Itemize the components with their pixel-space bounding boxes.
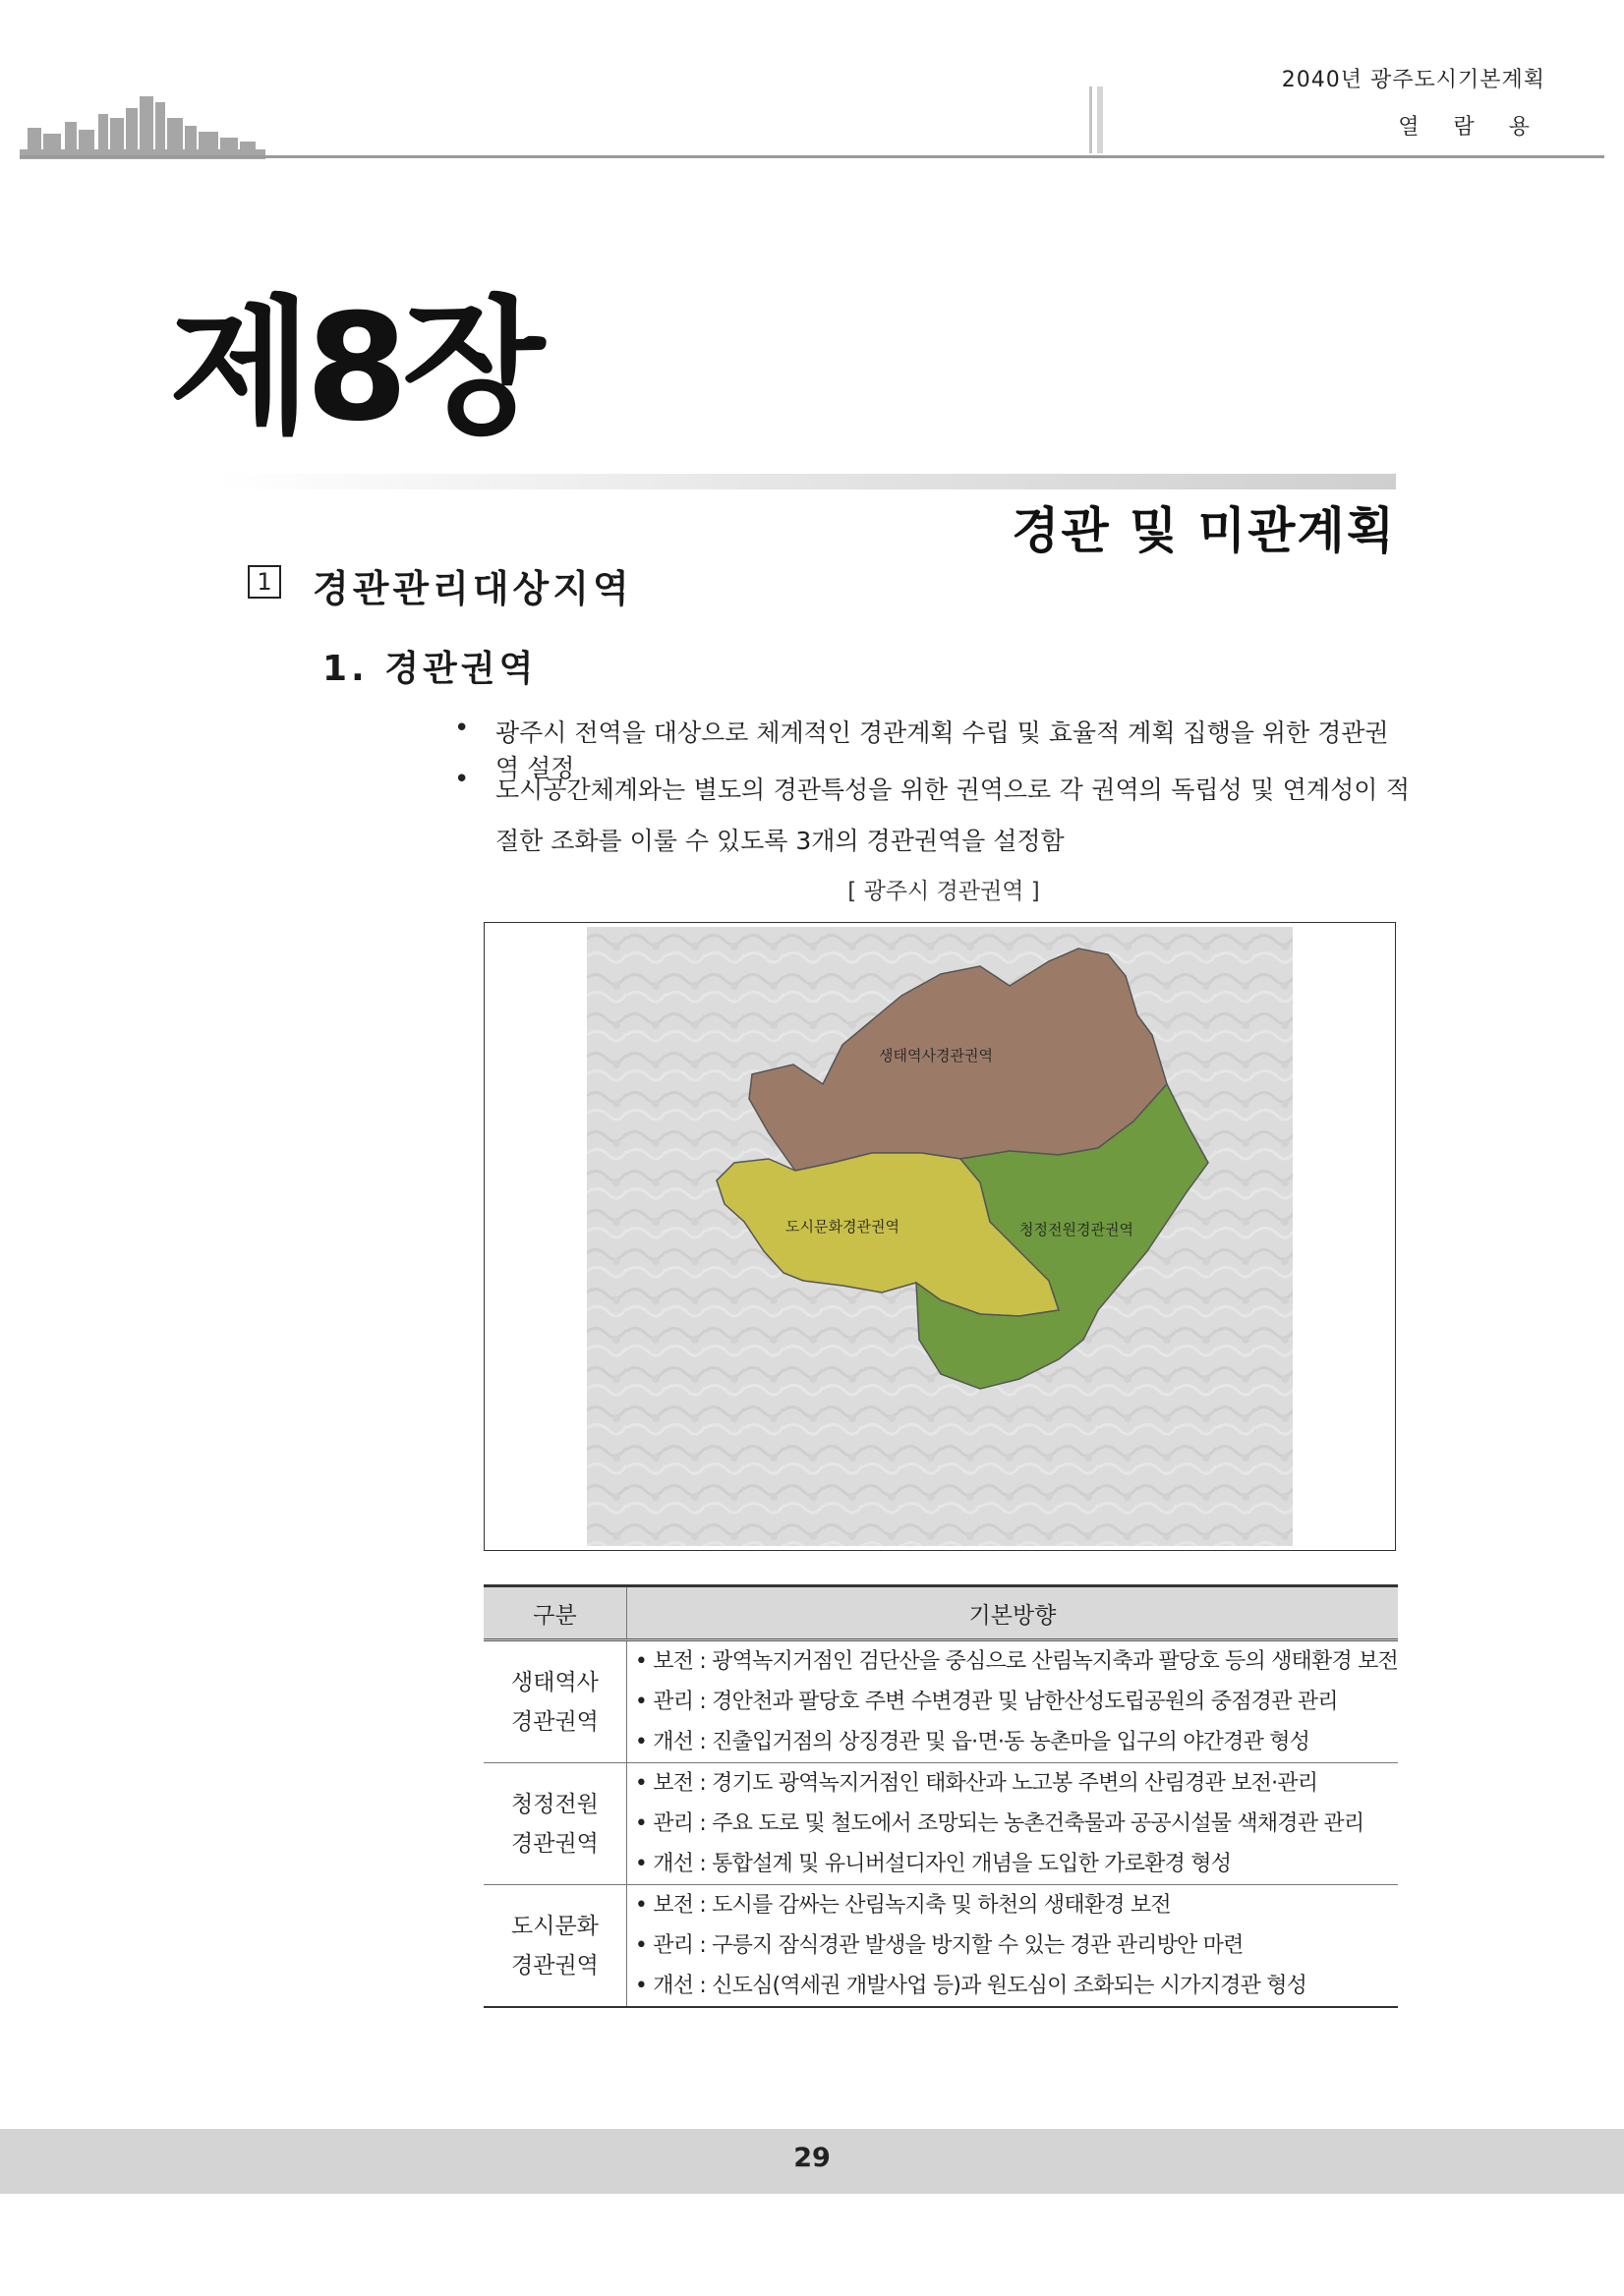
zone-label-urban-culture: 도시문화경관권역: [785, 1218, 899, 1235]
direction-item: • 보전 : 도시를 감싸는 산림녹지축 및 하천의 생태환경 보전: [634, 1893, 1171, 1918]
chapter-title: 경관 및 미관계획: [1012, 502, 1396, 559]
direction-item: • 보전 : 경기도 광역녹지거점인 태화산과 노고봉 주변의 산림경관 보전·관리: [634, 1771, 1318, 1796]
bullet-dot: •: [454, 714, 470, 743]
subsection-title: 1. 경관권역: [322, 649, 538, 689]
row-items: [626, 1885, 1398, 2008]
chapter-divider: [218, 474, 1396, 489]
bullet-text: 광주시 전역을 대상으로 체계적인 경관계획 수립 및 효율적 계획 집행을 위한 경관권역 설정: [495, 718, 1389, 782]
zone-direction-table: [484, 1584, 1398, 2008]
direction-item: • 관리 : 구릉지 잠식경관 발생을 방지할 수 있는 경관 관리방안 마련: [634, 1933, 1244, 1958]
row-items: [626, 1640, 1398, 1763]
bullet-text: 도시공간체계와는 별도의 경관특성을 위한 권역으로 각 권역의 독립성 및 연계성이 적절한 조화를 이룰 수 있도록 3개의 경관권역을 설정함: [495, 775, 1410, 855]
map-caption: [ 광주시 경관권역 ]: [847, 879, 1040, 904]
direction-item: • 개선 : 진출입거점의 상징경관 및 읍·면·동 농촌마을 입구의 야간경관 형성: [634, 1730, 1310, 1754]
row-category: 생태역사 경관권역: [484, 1640, 626, 1763]
skyline-graphic: [20, 88, 265, 159]
table-header-direction: 기본방향: [626, 1586, 1398, 1640]
direction-item: • 개선 : 통합설계 및 유니버설디자인 개념을 도입한 가로환경 형성: [634, 1852, 1232, 1876]
document-subtitle: 열 람 용: [1398, 115, 1543, 140]
direction-item: • 개선 : 신도심(역세권 개발사업 등)과 원도심이 조화되는 시가지경관 형성: [634, 1974, 1307, 1998]
table-row: [484, 1640, 1398, 1763]
header-rule: [20, 155, 1604, 158]
map-graphic: [587, 927, 1293, 1546]
table-header-category: 구분: [484, 1586, 626, 1640]
header-separator: [1089, 86, 1103, 153]
direction-item: • 관리 : 경안천과 팔당호 주변 수변경관 및 남한산성도립공원의 중점경관 관리: [634, 1690, 1338, 1714]
table-row: [484, 1763, 1398, 1885]
row-category: 도시문화 경관권역: [484, 1885, 626, 2008]
zone-label-clean-rural: 청정전원경관권역: [1019, 1221, 1133, 1238]
page-number: 29: [793, 2143, 831, 2173]
direction-item: • 관리 : 주요 도로 및 철도에서 조망되는 농촌건축물과 공공시설물 색채경관 관리: [634, 1811, 1364, 1836]
chapter-number: 제8장: [169, 283, 540, 454]
row-category: 청정전원 경관권역: [484, 1763, 626, 1885]
document-title: 2040년 광주도시기본계획: [1281, 68, 1545, 92]
row-items: [626, 1763, 1398, 1885]
bullet-dot: •: [454, 765, 470, 794]
section-title: 경관관리대상지역: [313, 567, 633, 610]
table-row: [484, 1885, 1398, 2008]
landscape-zone-map: [484, 922, 1396, 1551]
section-number-box: 1: [248, 565, 281, 599]
table-header-row: [484, 1586, 1398, 1640]
direction-item: • 보전 : 광역녹지거점인 검단산을 중심으로 산림녹지축과 팔당호 등의 생태환경 보전: [634, 1649, 1398, 1674]
zone-label-ecology-history: 생태역사경관권역: [879, 1047, 993, 1064]
